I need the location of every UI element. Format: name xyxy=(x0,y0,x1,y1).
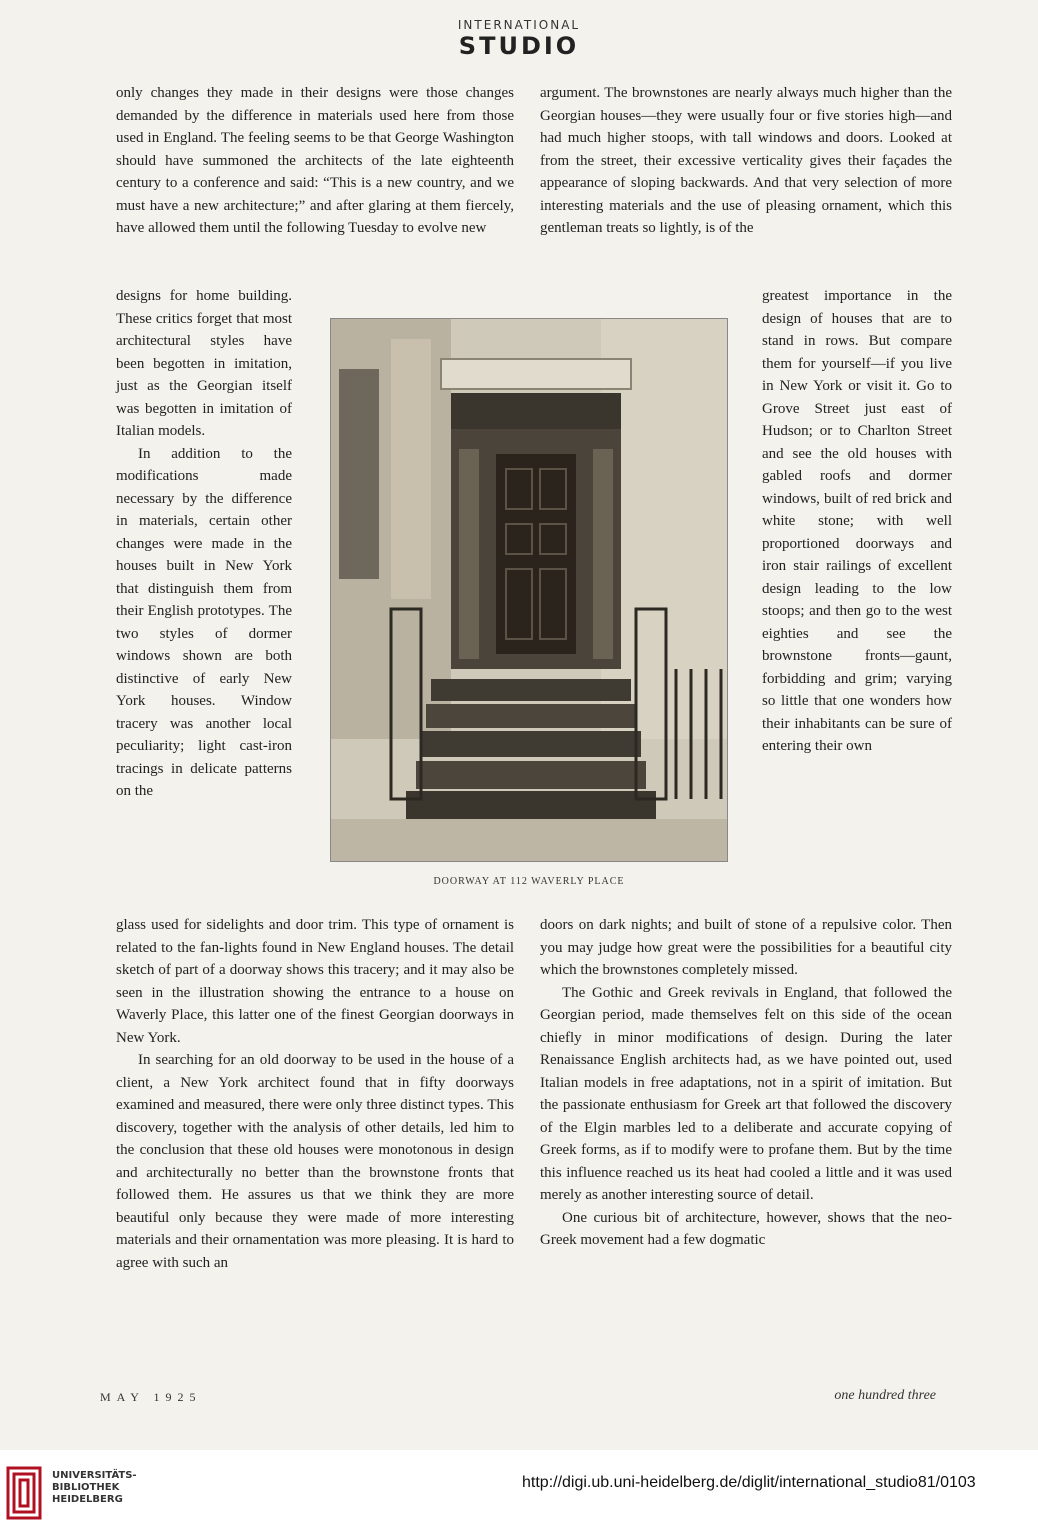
doorway-photograph xyxy=(330,318,728,862)
left-column-narrow xyxy=(116,285,292,803)
figure-caption: DOORWAY AT 112 WAVERLY PLACE xyxy=(433,876,625,887)
library-logo-icon xyxy=(4,1464,44,1522)
paragraph: glass used for sidelights and door trim. This type of ornament is related to the fan-lights found in New England houses. The detail sketch of part of a doorway shows this tracery; and it may also be seen in the illustration showing the entrance to a house on Waverly Place, this latter one of the finest Georgian doorways in New York. xyxy=(116,917,514,1046)
paragraph: One curious bit of architecture, however, shows that the neo-Greek movement had a few dogmatic xyxy=(540,1209,952,1248)
left-column-bottom xyxy=(116,914,514,1274)
library-name-line: HEIDELBERG xyxy=(52,1494,123,1505)
library-name xyxy=(52,1470,137,1506)
paragraph: In addition to the modifications made necessary by the difference in materials, certain other changes were made in the houses built in New York that distinguish them from their English prototypes. The two styles of dormer windows shown are both distinctive of early New York houses. Window tracery was another local peculiarity; light cast-iron tracings in delicate patterns on the xyxy=(116,445,292,799)
library-name-line: UNIVERSITÄTS- xyxy=(52,1470,137,1481)
right-column-narrow xyxy=(762,285,952,758)
paragraph: only changes they made in their designs were those changes demanded by the difference in materials used here from those used in England. The feeling seems to be that George Washington should have summoned the architects of the late eighteenth century to a conference and said: “This is a new country, and we must have a new architecture;” and after glaring at them fiercely, have allowed them until the following Tuesday to evolve new xyxy=(116,85,514,236)
paragraph: argument. The brownstones are nearly always much higher than the Georgian houses—they were usually four or five stories high—and had much higher stoops, with tall windows and doors. Looked at from the street, their excessive verticality gives their façades the appearance of sloping backwards. And that very selection of more interesting materials and the use of pleasing ornament, which this gentleman treats so lightly, is of the xyxy=(540,85,952,236)
masthead-small: INTERNATIONAL xyxy=(457,18,581,32)
masthead-title: STUDIO xyxy=(458,32,580,60)
library-footer-bar xyxy=(0,1450,1038,1538)
paragraph: designs for home building. These critics forget that most architectural styles have been begotten in imitation, just as the Georgian itself was begotten in imitation of Italian models. xyxy=(116,288,292,439)
doorway-illustration xyxy=(331,319,727,861)
paragraph: greatest importance in the design of houses that are to stand in rows. But compare them for yourself—if you live in New York or visit it. Go to Grove Street just east of Hudson; or to Charlton Street and see the old houses with gabled roofs and dormer windows, built of red brick and white stone; with well proportioned doorways and iron stair railings of excellent design leading to the low stoops; and then go to the west eighties and see the brownstone fronts—gaunt, forbidding and grim; varying so little that one wonders how their inhabitants can be sure of entering their own xyxy=(762,288,952,754)
paragraph: The Gothic and Greek revivals in England, that followed the Georgian period, made themselves felt on this side of the ocean chiefly in minor modifications of design. During the later Renaissance English architects had, as we have pointed out, used Italian models in free adaptations, not in a spirit of imitation. But the passionate enthusiasm for Greek art that followed the discovery of the Elgin marbles led to a deliberate and accurate copying of Greek forms, as if to modify were to profane them. But by the time this influence reached us its heat had cooled a little and it was used merely as another interesting source of detail. xyxy=(540,984,952,1203)
issue-date: MAY 1925 xyxy=(100,1390,202,1404)
page-number: one hundred three xyxy=(834,1388,936,1403)
source-url-link[interactable]: http://digi.ub.uni-heidelberg.de/diglit/international_studio81/0103 xyxy=(522,1474,976,1491)
right-column-bottom xyxy=(540,914,952,1252)
right-column-top xyxy=(540,82,952,240)
library-name-line: BIBLIOTHEK xyxy=(52,1482,120,1493)
paragraph: In searching for an old doorway to be used in the house of a client, a New York architect found that in fifty doorways examined and measured, there were only three distinct types. This discovery, together with the analysis of other details, led him to the conclusion that these old houses were monotonous in design and architecturally no better than the brownstone fronts that followed them. He assures us that we think they are more beautiful only because they were made of more interesting materials and their ornamentation was more pleasing. It is hard to agree with such an xyxy=(116,1052,514,1271)
paragraph: doors on dark nights; and built of stone of a repulsive color. Then you may judge how great were the possibilities for a beautiful city which the brownstones completely missed. xyxy=(540,917,952,978)
left-column-top xyxy=(116,82,514,240)
